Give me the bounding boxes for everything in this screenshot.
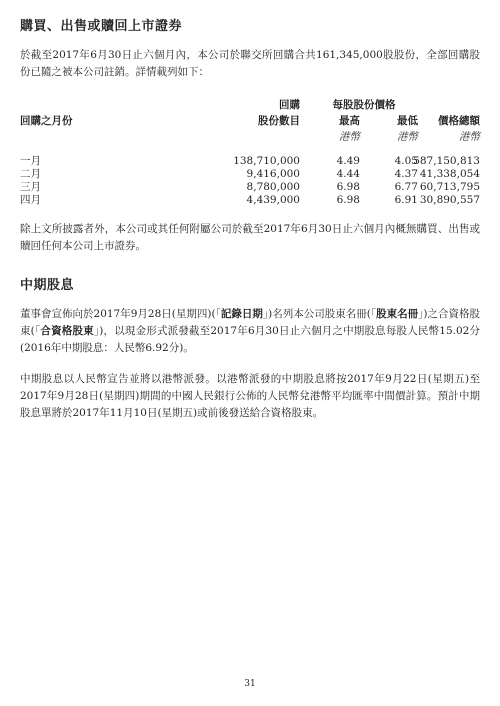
repurchase-table bbox=[20, 95, 480, 206]
repurchase-closing: 除上文所披露者外，本公司或其任何附屬公司於截至2017年6月30日止六個月內概無購買、出售或贖回任何本公司上市證券。 bbox=[20, 223, 480, 252]
unit-total: 港幣 bbox=[459, 131, 480, 143]
row-shares: 138,710,000 bbox=[233, 155, 300, 167]
row-lowest: 6.91 bbox=[394, 194, 418, 206]
section-title-interim-dividend: 中期股息 bbox=[20, 278, 75, 293]
row-highest: 6.98 bbox=[336, 194, 360, 206]
row-total: 30,890,557 bbox=[419, 194, 480, 206]
dividend-p1-text-2: 」)名列本公司股東名冊(「 bbox=[262, 308, 377, 320]
row-month: 四月 bbox=[20, 194, 41, 206]
row-highest: 6.98 bbox=[336, 181, 360, 193]
row-highest: 4.49 bbox=[336, 155, 360, 167]
row-total: 41,338,054 bbox=[419, 168, 480, 180]
row-lowest: 6.77 bbox=[394, 181, 418, 193]
unit-highest: 港幣 bbox=[339, 131, 360, 143]
dividend-p1-text-3: 」)之合資格股東(「 bbox=[20, 308, 480, 337]
row-total: 587,150,813 bbox=[413, 155, 480, 167]
repurchase-intro: 於截至2017年6月30日止六個月內，本公司於聯交所回購合共161,345,000股股份，全部回購股份已隨之被本公司註銷。詳情載列如下： bbox=[20, 49, 480, 78]
row-month: 三月 bbox=[20, 181, 41, 193]
page-number: 31 bbox=[244, 679, 256, 689]
register-of-members-term: 股東名冊 bbox=[376, 308, 419, 320]
row-total: 60,713,795 bbox=[419, 181, 480, 193]
dividend-paragraph-2: 中期股息以人民幣宣告並將以港幣派發。以港幣派發的中期股息將按2017年9月22日(星期五)至2017年9月28日(星期四)期間的中國人民銀行公佈的人民幣兌港幣平均匯率中間價計算。預計中期股息單將於2017年11月10日(星期五)或前後發送給合資格股東。 bbox=[20, 373, 480, 419]
header-shares-line1: 回購 bbox=[279, 99, 300, 111]
header-shares-line2: 股份數目 bbox=[258, 115, 300, 127]
section-title-repurchase: 購買、出售或贖回上市證券 bbox=[20, 19, 183, 34]
header-price-group: 每股股份價格 bbox=[332, 99, 396, 111]
header-month: 回購之月份 bbox=[20, 115, 73, 127]
unit-lowest: 港幣 bbox=[397, 131, 418, 143]
document-page bbox=[20, 18, 480, 422]
row-shares: 9,416,000 bbox=[246, 168, 300, 180]
row-highest: 4.44 bbox=[336, 168, 360, 180]
header-total-price: 價格總額 bbox=[438, 115, 480, 127]
row-shares: 8,780,000 bbox=[246, 181, 300, 193]
row-month: 一月 bbox=[20, 155, 41, 167]
row-lowest: 4.05 bbox=[394, 155, 418, 167]
header-highest: 最高 bbox=[339, 115, 360, 127]
row-month: 二月 bbox=[20, 168, 41, 180]
row-lowest: 4.37 bbox=[394, 168, 418, 180]
dividend-p1-text-1: 董事會宣佈向於2017年9月28日(星期四)(「 bbox=[20, 308, 221, 320]
record-date-term: 記錄日期 bbox=[220, 308, 263, 320]
row-shares: 4,439,000 bbox=[246, 194, 300, 206]
qualified-shareholders-term: 合資格股東 bbox=[40, 325, 94, 337]
header-lowest: 最低 bbox=[397, 115, 418, 127]
dividend-paragraph-1 bbox=[20, 306, 480, 357]
dividend-p1-text-4: 」)，以現金形式派發截至2017年6月30日止六個月之中期股息每股人民幣15.02分(2016年中期股息：人民幣6.92分)。 bbox=[20, 325, 481, 354]
